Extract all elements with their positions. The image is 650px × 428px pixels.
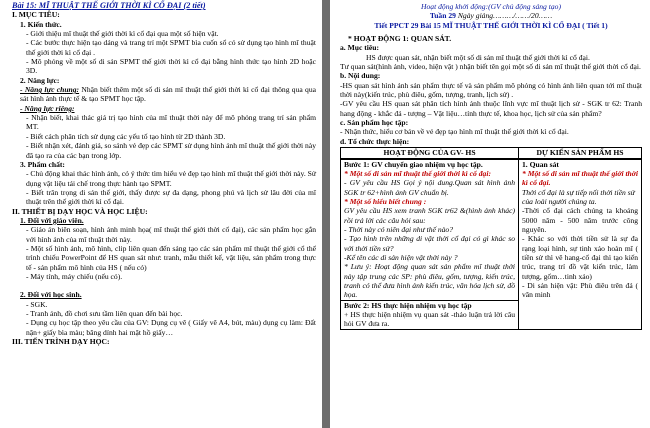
general-competence-text: Nhận biết thêm một số di sản mĩ thuật thế giới thời kì cổ đại thông qua qua sát hình ảnh thực tế & tạo SPMT học tập. (20, 85, 316, 104)
objective-text: Tư quan sát(hình ảnh, video, hiện vật ) nhận biết tên gọi một số di sản mĩ thuật thế giới thời cổ đại. (340, 62, 641, 72)
section-objectives-heading: I. MỤC TIÊU: (12, 10, 60, 20)
content-text: -GV yêu cầu HS quan sát phân tích hình ảnh thuộc lĩnh vực mĩ thuật lịch sử - SGK tr 62: Tranh hang động - khắc đá - tượng – Vật liệu…tính thực tế, khoa học, lịch sử của sản phẩm? (340, 99, 642, 118)
content-text: -HS quan sát hình ảnh sản phẩm thực tế và sản phẩm mô phỏng có hình ảnh liên quan tới mĩ thuật thời này(kiến trúc, phù điêu, gốm, tượng, tranh, lịch sử) . (340, 80, 642, 100)
warmup-line: Hoạt động khởi động:(GV chủ động sáng tạo) (421, 2, 561, 11)
specific-competence-item: - Biết nhận xét, đánh giá, so sánh vẻ đẹp các SPMT sử dụng hình ảnh mĩ thuật thế giới thời này đã tạo ra của các bạn trong lớp. (26, 141, 316, 160)
knowledge-item: - Mô phỏng về một số di sản SPMT thế giới thời kì cổ đại bằng hình thức tạo hình 2D hoặc 3D. (26, 57, 316, 76)
product-heading: c. Sản phẩm học tập: (340, 118, 409, 128)
section-process-heading: III. TIẾN TRÌNH DẠY HỌC: (12, 337, 110, 347)
step1-item: - Thời này có niên đại như thế nào? (344, 224, 454, 234)
lesson-title: Bài 15: MĨ THUẬT THẾ GIỚI THỜI KÌ CỔ ĐẠI (2 tiết) (12, 1, 206, 10)
step1-item: -Kể tên các di sản hiện vật thời này ? (344, 252, 458, 262)
activity-cell (341, 159, 519, 330)
activity-heading: * HOẠT ĐỘNG 1: QUAN SÁT. (348, 34, 452, 44)
product-item: -Thời cổ đại cách chúng ta khoảng 5000 năm - 500 năm trước công nguyên. (522, 206, 638, 234)
activity-table (340, 147, 642, 330)
table-row (341, 159, 642, 330)
teacher-materials-item: - Giáo án biên soạn, hình ảnh minh họa( mĩ thuật thế giới thời cổ đại), các sản phẩm học gắn với hình ảnh của mĩ thuật thời này. (26, 225, 316, 244)
teacher-materials-item: - Một số hình ảnh, mô hình, clip liên quan đến sáng tạo các sản phẩm mĩ thuật thế giới cổ thể trình chiếu PowerPoint để HS quan sát như: tranh, mẫu thiết kế, vật liệu, sản phẩm trong thực tế - sản phẩm mô hình của HS ( nếu có) (26, 243, 316, 272)
qualities-heading: 3. Phẩm chất: (20, 159, 65, 169)
specific-competence-item: - Nhận biết, khai thác giá trị tạo hình của mĩ thuật thời này để mô phỏng trang trí sản phẩm MT. (26, 113, 316, 132)
step1-heading: Bước 1: GV chuyển giao nhiệm vụ học tập. (344, 159, 483, 169)
general-competence (12, 85, 316, 104)
step1-item: * Lưu ý: Hoạt động quan sát sản phẩm mĩ thuật thời này tập trung các SP: phù điêu, gốm, tượng, kiến trúc, tranh có thể đưa hình ảnh kiến trúc, văn hóa lịch sử, đồ họa. (344, 262, 515, 300)
knowledge-item: - Giới thiệu mĩ thuật thế giới thời kì cổ đại qua một số hiện vật. (26, 29, 219, 39)
product-item: - Di sản hiện vật: Phù điêu trên đá ( văn minh (522, 280, 638, 300)
student-materials-item: - SGK. (26, 299, 48, 309)
week-label: Tuần 29 (429, 11, 456, 21)
specific-competence-heading: - Năng lực riêng: (20, 103, 75, 113)
specific-competence-item: - Biết cách phân tích sử dụng các yếu tố tạo hình từ 2D thành 3D. (26, 131, 226, 141)
teacher-materials-heading: 1. Đối với giáo viên. (20, 215, 84, 225)
step2-heading: Bước 2: HS thực hiện nhiệm vụ học tập (341, 300, 518, 310)
step1-item: * Một số hiểu biết chung : (344, 196, 427, 206)
week-date-line (340, 11, 642, 20)
table-header-row (341, 148, 642, 159)
section-equipment-heading: II. THIẾT BỊ DẠY HỌC VÀ HỌC LIỆU: (12, 206, 148, 216)
student-materials-item: - Tranh ảnh, đồ chơi sưu tầm liên quan đến bài học. (26, 309, 183, 318)
step1-item: - Tạo hình trên những di vật thời cổ đại có gì khác so với thời tiền sử? (344, 234, 515, 253)
step1-item: GV yêu cầu HS xem tranh SGK tr62 &(hình ảnh khác) rồi trả lời các câu hỏi sau: (344, 206, 515, 225)
product-item: * Một số di sản mĩ thuật thế giới thời kì cổ đại. (522, 168, 638, 188)
product-text: - Nhận thức, hiểu cơ bản về vẻ đẹp tạo hình mĩ thuật thế giới thời kì cổ đại. (340, 127, 569, 137)
content-heading: b. Nội dung: (340, 71, 381, 81)
product-item: 1. Quan sát (522, 159, 559, 169)
header-expected-product: DỰ KIẾN SẢN PHẨM HS (519, 148, 642, 159)
knowledge-item: - Các bước thực hiện tạo dáng và trang trí một SPMT bìa cuốn sổ có sử dụng tạo hình mĩ thuật thế giới thời kì cổ đại . (26, 38, 316, 57)
step1-item: * Một số di sản mĩ thuật thế giới thời kì cổ đại: (344, 168, 491, 178)
student-materials-heading: 2. Đối với học sinh. (20, 290, 82, 300)
document-page-right (330, 0, 650, 428)
student-materials-item: - Dụng cụ học tập theo yêu cầu của GV: Dụng cụ vẽ ( Giấy vẽ A4, bút, màu) dụng cụ làm: Đất nặn+ giấy bìa màu; băng dính hai mặt hồ giấy… (26, 318, 316, 337)
teaching-date: Ngày giảng………/……/20…… (457, 11, 553, 21)
step2-item: + HS thực hiện nhiệm vụ quan sát -thảo luận trả lời câu hỏi GV đưa ra. (344, 310, 515, 329)
qualities-item: - Chủ động khai thác hình ảnh, có ý thức tìm hiểu vẻ đẹp tạo hình mĩ thuật thế giới thời này. Sử dụng vật liệu tái chế trong thực hành tạo SPMT. (26, 169, 316, 188)
product-cell (519, 159, 642, 330)
period-title: Tiết PPCT 29 Bài 15 MĨ THUẬT THẾ GIỚI THỜI KÌ CỔ ĐẠI ( Tiết 1) (374, 20, 608, 30)
step1-item: - GV yêu cầu HS Gọi ý nội dung.Quan sát hình ảnh SGK tr 62+hình ảnh GV chuẩn bị. (344, 178, 515, 197)
objective-text: HS được quan sát, nhận biết một số di sản mĩ thuật thế giới thời kì cổ đại. (366, 52, 590, 62)
header-activity: HOẠT ĐỘNG CỦA GV- HS (341, 148, 519, 159)
teacher-materials-item: - Máy tính, máy chiếu (nếu có). (26, 271, 123, 281)
objective-heading: a. Mục tiêu: (340, 43, 380, 53)
document-page-left (0, 0, 322, 428)
product-item: Thời cổ đại là sự tiếp nối thời tiền sử của loài người chúng ta. (522, 187, 635, 206)
product-item: - Khác so với thời tiền sử là sự đa rạng loại hình, sự tinh xảo hoàn mĩ ( tiền sử thì vẽ hang-cổ đại thì tạo kiến trúc, trang trí đồ vật kiến trúc, làm tượng, gốm…tinh xảo) (522, 234, 638, 281)
knowledge-heading: 1. Kiến thức. (20, 19, 62, 29)
general-competence-label: - Năng lực chung: (20, 85, 80, 95)
competence-heading: 2. Năng lực: (20, 75, 60, 85)
qualities-item: - Biết trân trọng di sản thế giới, thấy được sự đa dạng, phong phú và lịch sử lâu đời của mĩ thuật trên thế giới thời kì cổ đại. (26, 187, 316, 207)
organize-heading: d. Tổ chức thực hiện: (340, 136, 410, 146)
